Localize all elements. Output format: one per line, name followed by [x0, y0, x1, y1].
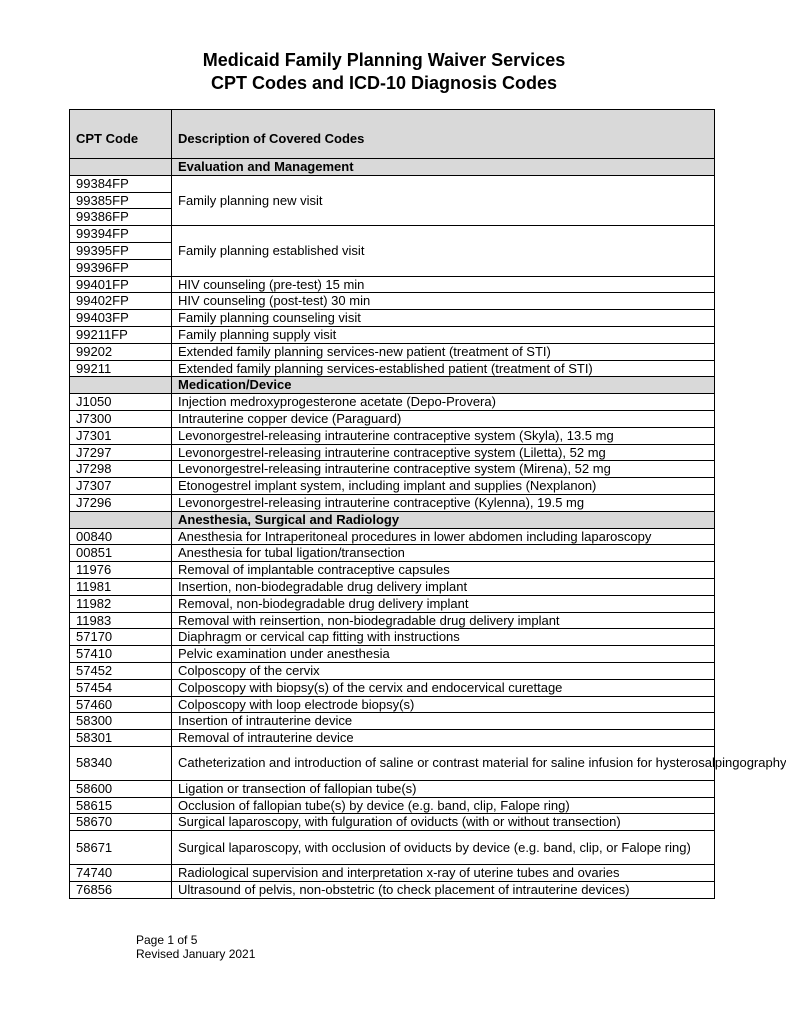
cpt-codes-table — [69, 109, 786, 899]
description-cell: Family planning established visit — [172, 226, 715, 276]
section-code-cell — [70, 377, 172, 394]
revision-date: Revised January 2021 — [136, 947, 256, 961]
cpt-code-cell: J7307 — [70, 478, 172, 495]
description-cell: Insertion of intrauterine device — [172, 713, 715, 730]
description-cell: Removal, non-biodegradable drug delivery implant — [172, 595, 715, 612]
cpt-code-cell: 58615 — [70, 797, 172, 814]
description-cell: Extended family planning services-new patient (treatment of STI) — [172, 343, 715, 360]
table-row — [70, 326, 715, 343]
description-cell: Occlusion of fallopian tube(s) by device (e.g. band, clip, Falope ring) — [172, 797, 715, 814]
column-header-description: Description of Covered Codes — [172, 110, 715, 159]
description-cell: Anesthesia for Intraperitoneal procedures in lower abdomen including laparoscopy — [172, 528, 715, 545]
cpt-code-cell: 57170 — [70, 629, 172, 646]
cpt-code-cell: 99396FP — [70, 259, 172, 276]
section-heading: Anesthesia, Surgical and Radiology — [172, 511, 715, 528]
cpt-code-cell: 99385FP — [70, 192, 172, 209]
table-header-row — [70, 110, 715, 159]
cpt-code-cell: 99395FP — [70, 242, 172, 259]
table-row — [70, 746, 715, 780]
table-row — [70, 478, 715, 495]
table-row — [70, 226, 715, 243]
description-cell: Surgical laparoscopy, with occlusion of oviducts by device (e.g. band, clip, or Falope ring) — [172, 831, 715, 865]
table-row — [70, 865, 715, 882]
cpt-code-cell: 99403FP — [70, 310, 172, 327]
section-code-cell — [70, 159, 172, 176]
document-subtitle: CPT Codes and ICD-10 Diagnosis Codes — [210, 73, 558, 93]
table-row — [70, 360, 715, 377]
cpt-code-cell: 58670 — [70, 814, 172, 831]
description-cell: Anesthesia for tubal ligation/transection — [172, 545, 715, 562]
document-title: Medicaid Family Planning Waiver Services — [202, 50, 566, 70]
description-cell: Catheterization and introduction of saline or contrast material for saline infusion for hysterosalpingography — [172, 746, 715, 780]
cpt-code-cell: 58300 — [70, 713, 172, 730]
table-row — [70, 461, 715, 478]
table-row — [70, 831, 715, 865]
description-cell: Removal of implantable contraceptive capsules — [172, 562, 715, 579]
description-cell: Levonorgestrel-releasing intrauterine contraceptive system (Skyla), 13.5 mg — [172, 427, 715, 444]
description-cell: Etonogestrel implant system, including implant and supplies (Nexplanon) — [172, 478, 715, 495]
cpt-code-cell: 11976 — [70, 562, 172, 579]
description-cell: Intrauterine copper device (Paraguard) — [172, 410, 715, 427]
table-row — [70, 394, 715, 411]
description-cell: Ligation or transection of fallopian tube(s) — [172, 780, 715, 797]
cpt-code-cell: 58301 — [70, 730, 172, 747]
cpt-code-cell: 11981 — [70, 578, 172, 595]
table-body — [70, 159, 786, 899]
table-row — [70, 528, 715, 545]
section-heading: Evaluation and Management — [172, 159, 715, 176]
cpt-code-cell: 99211FP — [70, 326, 172, 343]
description-cell: HIV counseling (pre-test) 15 min — [172, 276, 715, 293]
cpt-code-cell: J7297 — [70, 444, 172, 461]
cpt-code-cell: 11982 — [70, 595, 172, 612]
description-cell: Family planning new visit — [172, 175, 715, 225]
description-cell: Colposcopy with loop electrode biopsy(s) — [172, 696, 715, 713]
table-row — [70, 679, 715, 696]
section-code-cell — [70, 511, 172, 528]
table-row — [70, 494, 715, 511]
description-cell: Colposcopy of the cervix — [172, 662, 715, 679]
description-cell: Ultrasound of pelvis, non-obstetric (to check placement of intrauterine devices) — [172, 882, 715, 899]
page-number: Page 1 of 5 — [136, 933, 198, 947]
cpt-code-cell: 57410 — [70, 646, 172, 663]
section-row — [70, 377, 715, 394]
description-cell: Colposcopy with biopsy(s) of the cervix and endocervical curettage — [172, 679, 715, 696]
description-cell: Levonorgestrel-releasing intrauterine contraceptive system (Liletta), 52 mg — [172, 444, 715, 461]
description-cell: Family planning supply visit — [172, 326, 715, 343]
table-row — [70, 562, 715, 579]
table-row — [70, 444, 715, 461]
table-row — [70, 276, 715, 293]
cpt-code-cell: 58600 — [70, 780, 172, 797]
cpt-code-cell: 99401FP — [70, 276, 172, 293]
description-cell: Extended family planning services-established patient (treatment of STI) — [172, 360, 715, 377]
table-row — [70, 797, 715, 814]
description-cell: HIV counseling (post-test) 30 min — [172, 293, 715, 310]
cpt-code-cell: 99211 — [70, 360, 172, 377]
table-row — [70, 343, 715, 360]
cpt-code-cell: 74740 — [70, 865, 172, 882]
cpt-code-cell: 99386FP — [70, 209, 172, 226]
cpt-code-cell: 99384FP — [70, 175, 172, 192]
table-row — [70, 545, 715, 562]
description-cell: Surgical laparoscopy, with fulguration of oviducts (with or without transection) — [172, 814, 715, 831]
description-cell: Removal of intrauterine device — [172, 730, 715, 747]
table-row — [70, 646, 715, 663]
cpt-code-cell: 00851 — [70, 545, 172, 562]
cpt-code-cell: 99202 — [70, 343, 172, 360]
cpt-code-cell: 57454 — [70, 679, 172, 696]
table-row — [70, 293, 715, 310]
section-heading: Medication/Device — [172, 377, 715, 394]
table-row — [70, 730, 715, 747]
table-row — [70, 578, 715, 595]
description-cell: Insertion, non-biodegradable drug delivery implant — [172, 578, 715, 595]
cpt-code-cell: 58340 — [70, 746, 172, 780]
cpt-code-cell: J1050 — [70, 394, 172, 411]
table-row — [70, 713, 715, 730]
table-row — [70, 662, 715, 679]
cpt-code-cell: 00840 — [70, 528, 172, 545]
table-row — [70, 780, 715, 797]
cpt-code-cell: J7296 — [70, 494, 172, 511]
table-row — [70, 882, 715, 899]
description-cell: Family planning counseling visit — [172, 310, 715, 327]
table-row — [70, 410, 715, 427]
cpt-code-cell: 57452 — [70, 662, 172, 679]
description-cell: Pelvic examination under anesthesia — [172, 646, 715, 663]
table-row — [70, 612, 715, 629]
cpt-code-cell: 76856 — [70, 882, 172, 899]
cpt-code-cell: 99402FP — [70, 293, 172, 310]
table-row — [70, 427, 715, 444]
table-row — [70, 629, 715, 646]
section-row — [70, 511, 715, 528]
description-cell: Diaphragm or cervical cap fitting with instructions — [172, 629, 715, 646]
table-row — [70, 595, 715, 612]
description-cell: Injection medroxyprogesterone acetate (Depo-Provera) — [172, 394, 715, 411]
column-header-cpt-code: CPT Code — [70, 110, 172, 159]
cpt-code-cell: 57460 — [70, 696, 172, 713]
cpt-code-cell: J7298 — [70, 461, 172, 478]
table-row — [70, 696, 715, 713]
table-row — [70, 310, 715, 327]
description-cell: Levonorgestrel-releasing intrauterine contraceptive system (Mirena), 52 mg — [172, 461, 715, 478]
cpt-code-cell: 11983 — [70, 612, 172, 629]
section-row — [70, 159, 715, 176]
description-cell: Removal with reinsertion, non-biodegradable drug delivery implant — [172, 612, 715, 629]
description-cell: Radiological supervision and interpretation x-ray of uterine tubes and ovaries — [172, 865, 715, 882]
description-cell: Levonorgestrel-releasing intrauterine contraceptive (Kylenna), 19.5 mg — [172, 494, 715, 511]
cpt-code-cell: J7300 — [70, 410, 172, 427]
table-row — [70, 814, 715, 831]
cpt-code-cell: 99394FP — [70, 226, 172, 243]
table-row — [70, 175, 715, 192]
cpt-code-cell: 58671 — [70, 831, 172, 865]
cpt-code-cell: J7301 — [70, 427, 172, 444]
